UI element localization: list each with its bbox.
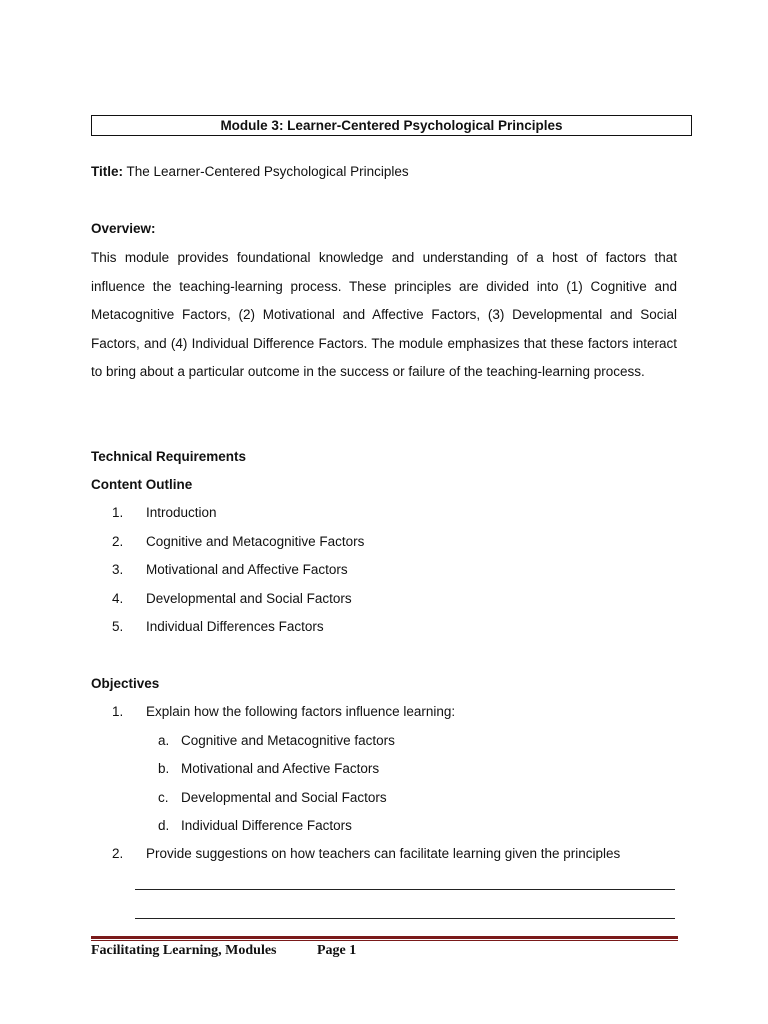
sub-item-text: Developmental and Social Factors — [181, 790, 387, 805]
sub-item-letter: a. — [158, 733, 170, 748]
blank-answer-line — [135, 889, 675, 890]
objective-sub-item — [158, 818, 352, 833]
overview-paragraph: This module provides foundational knowledge and understanding of a host of factors that influence the teaching-learning process. These principles are divided into (1) Cognitive and Metacognitive Factors, (2) Motivational and Affective Factors, (3) Developmental and Social Factors, and (4) Individual Difference Factors. The module emphasizes that these factors interact to bring about a particular outcome in the success or failure of the teaching-learning process. — [91, 250, 677, 380]
objectives-heading: Objectives — [91, 676, 160, 691]
list-item — [112, 505, 217, 520]
objective-text: Explain how the following factors influence learning: — [146, 704, 456, 719]
module-header: Module 3: Learner-Centered Psychological Principles — [91, 115, 692, 136]
sub-item-text: Motivational and Afective Factors — [181, 761, 380, 776]
footer-rule — [91, 936, 678, 939]
footer-title: Facilitating Learning, Modules — [91, 943, 277, 958]
list-item-text: Cognitive and Metacognitive Factors — [146, 534, 365, 549]
list-item — [112, 591, 352, 606]
objective-text: Provide suggestions on how teachers can facilitate learning given the principles — [146, 846, 621, 861]
objective-item — [112, 846, 620, 861]
title-line — [91, 164, 409, 179]
sub-item-letter: c. — [158, 790, 169, 805]
list-item-text: Developmental and Social Factors — [146, 591, 352, 606]
objective-sub-item — [158, 761, 379, 776]
footer-rule-thin — [91, 940, 678, 941]
title-text: The Learner-Centered Psychological Principles — [126, 164, 409, 179]
list-item — [112, 562, 348, 577]
list-item-text: Individual Differences Factors — [146, 619, 324, 634]
list-item-text: Motivational and Affective Factors — [146, 562, 348, 577]
objective-item — [112, 704, 455, 719]
blank-answer-line — [135, 918, 675, 919]
content-outline-heading: Content Outline — [91, 477, 193, 492]
list-item — [112, 534, 364, 549]
objective-number: 2. — [112, 846, 124, 861]
sub-item-letter: d. — [158, 818, 170, 833]
title-label: Title: — [91, 164, 124, 179]
footer-page-number: Page 1 — [317, 943, 357, 958]
list-item-text: Introduction — [146, 505, 217, 520]
sub-item-letter: b. — [158, 761, 170, 776]
list-item — [112, 619, 324, 634]
list-item-number: 2. — [112, 534, 124, 549]
list-item-number: 1. — [112, 505, 124, 520]
objective-sub-item — [158, 733, 395, 748]
objective-sub-item — [158, 790, 387, 805]
technical-requirements-heading: Technical Requirements — [91, 449, 247, 464]
list-item-number: 4. — [112, 591, 124, 606]
overview-heading: Overview: — [91, 221, 156, 236]
sub-item-text: Cognitive and Metacognitive factors — [181, 733, 395, 748]
list-item-number: 5. — [112, 619, 124, 634]
list-item-number: 3. — [112, 562, 124, 577]
sub-item-text: Individual Difference Factors — [181, 818, 352, 833]
objective-number: 1. — [112, 704, 124, 719]
